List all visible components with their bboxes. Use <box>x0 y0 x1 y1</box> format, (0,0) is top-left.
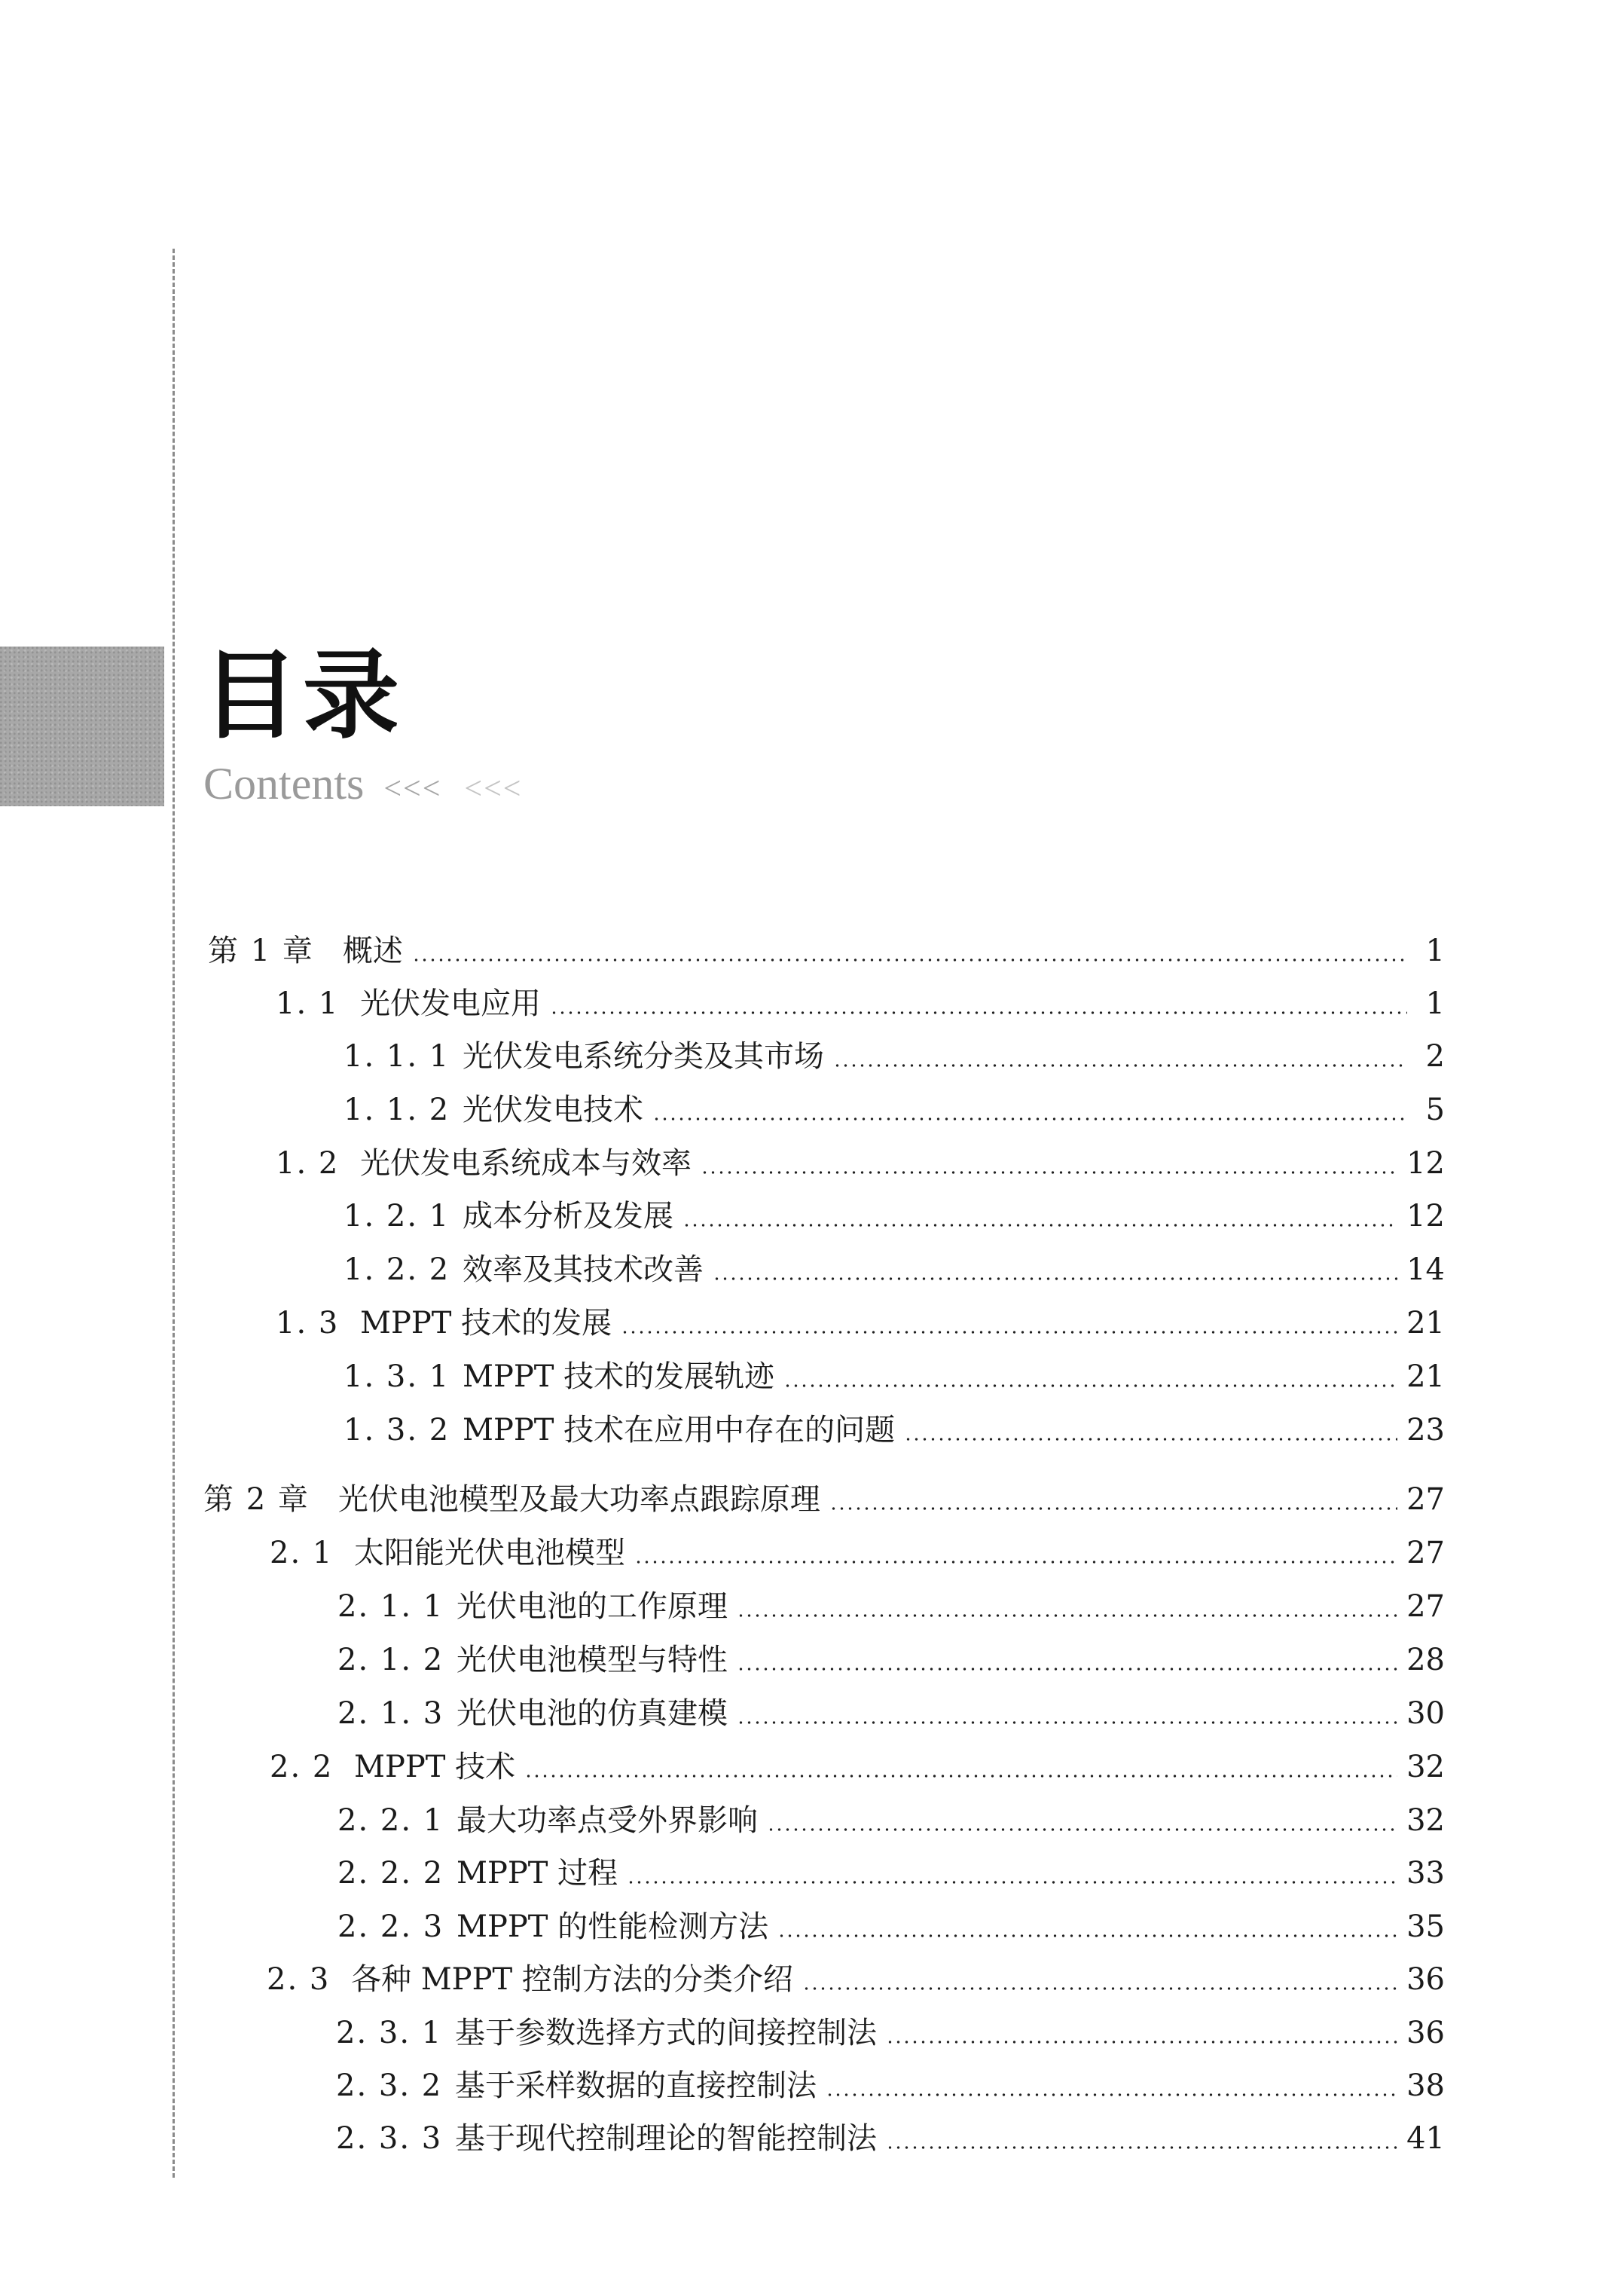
toc-number: 2. 3. 3 <box>336 2121 443 2154</box>
toc-entry-subsection[interactable] <box>344 1078 1445 1125</box>
toc-number: 1. 1 <box>276 986 340 1019</box>
toc-entry-section[interactable] <box>267 1948 1445 1995</box>
toc-number: 第 1 章 <box>208 934 314 966</box>
dot-leader <box>627 1881 1397 1884</box>
toc-entry-subsection[interactable] <box>337 1842 1445 1888</box>
toc-label: MPPT 技术在应用中存在的问题 <box>463 1413 896 1445</box>
dot-leader <box>713 1277 1397 1280</box>
dot-leader <box>550 1011 1407 1014</box>
toc-page: 1 <box>1425 934 1445 966</box>
toc-number: 2. 3 <box>267 1962 331 1995</box>
page-title: 目录 <box>202 640 405 752</box>
toc-entry-subsection[interactable] <box>336 2054 1445 2101</box>
toc-page: 36 <box>1406 2016 1445 2048</box>
page-subtitle <box>203 759 523 809</box>
dot-leader <box>783 1384 1397 1387</box>
margin-dashed-rule <box>173 249 175 2178</box>
toc-label: 基于现代控制理论的智能控制法 <box>455 2121 877 2154</box>
toc-label: 光伏电池的仿真建模 <box>457 1696 728 1729</box>
toc-label: 光伏电池模型及最大功率点跟踪原理 <box>337 1482 820 1515</box>
toc-page: 30 <box>1406 1696 1445 1729</box>
toc-number: 1. 3. 1 <box>344 1359 450 1392</box>
dot-leader <box>737 1614 1397 1617</box>
toc-number: 2. 2 <box>270 1750 334 1782</box>
toc-page: 32 <box>1406 1803 1445 1836</box>
dot-leader <box>826 2093 1397 2096</box>
dot-leader <box>737 1668 1397 1671</box>
toc-label: 基于参数选择方式的间接控制法 <box>455 2016 877 2048</box>
toc-entry-subsection[interactable] <box>336 2001 1445 2048</box>
toc-page: 27 <box>1406 1536 1445 1568</box>
toc-page: 23 <box>1406 1413 1445 1445</box>
toc-label: 太阳能光伏电池模型 <box>354 1536 625 1568</box>
toc-page: 12 <box>1406 1199 1445 1231</box>
toc-entry-section[interactable] <box>270 1521 1445 1568</box>
toc-label: 效率及其技术改善 <box>463 1252 704 1285</box>
toc-number: 2. 1 <box>270 1536 334 1568</box>
toc-label: 光伏电池的工作原理 <box>457 1589 728 1622</box>
toc-number: 1. 2. 1 <box>344 1199 450 1231</box>
toc-page: 35 <box>1406 1909 1445 1942</box>
toc-page: 21 <box>1406 1306 1445 1338</box>
toc-number: 2. 1. 1 <box>337 1589 444 1622</box>
toc-entry-subsection[interactable] <box>344 1185 1445 1231</box>
toc-number: 2. 1. 2 <box>337 1643 444 1675</box>
toc-page: 21 <box>1406 1359 1445 1392</box>
toc-label: 光伏发电应用 <box>360 986 541 1019</box>
toc-label: MPPT 过程 <box>457 1856 618 1888</box>
toc-label: MPPT 技术 <box>354 1750 516 1782</box>
toc-page: 27 <box>1406 1589 1445 1622</box>
arrows-decoration-1: <<< <box>383 772 442 806</box>
toc-entry-subsection[interactable] <box>344 1399 1445 1445</box>
toc-label: 光伏发电系统分类及其市场 <box>463 1039 824 1072</box>
toc-entry-section[interactable] <box>270 1735 1445 1782</box>
toc-label: 基于采样数据的直接控制法 <box>455 2068 817 2101</box>
dot-leader <box>634 1561 1397 1564</box>
toc-page: 38 <box>1406 2068 1445 2101</box>
toc-number: 1. 2 <box>276 1146 340 1179</box>
dot-leader <box>904 1438 1397 1441</box>
toc-number: 1. 3 <box>276 1306 340 1338</box>
toc-number: 2. 3. 1 <box>336 2016 443 2048</box>
decorative-gray-block <box>0 647 164 806</box>
toc-label: MPPT 技术的发展轨迹 <box>463 1359 775 1392</box>
toc-page: 28 <box>1406 1643 1445 1675</box>
toc-label: 概述 <box>342 934 403 966</box>
toc-entry-subsection[interactable] <box>337 1895 1445 1942</box>
toc-entry-subsection[interactable] <box>337 1628 1445 1675</box>
toc-label: 成本分析及发展 <box>463 1199 673 1231</box>
dot-leader <box>621 1331 1397 1334</box>
toc-number: 1. 1. 2 <box>344 1093 450 1125</box>
toc-label: 光伏发电系统成本与效率 <box>360 1146 692 1179</box>
toc-entry-subsection[interactable] <box>336 2107 1445 2154</box>
toc-label: MPPT 的性能检测方法 <box>457 1909 769 1942</box>
dot-leader <box>886 2041 1397 2044</box>
toc-label: 光伏发电技术 <box>463 1093 643 1125</box>
toc-number: 第 2 章 <box>203 1482 310 1515</box>
toc-page: 32 <box>1406 1750 1445 1782</box>
toc-entry-section[interactable] <box>276 972 1445 1019</box>
toc-entry-section[interactable] <box>276 1132 1445 1179</box>
toc-entry-chapter[interactable] <box>203 1468 1445 1515</box>
dot-leader <box>701 1171 1397 1174</box>
dot-leader <box>829 1507 1397 1510</box>
toc-entry-subsection[interactable] <box>344 1238 1445 1285</box>
toc-page: 27 <box>1406 1482 1445 1515</box>
toc-number: 2. 2. 2 <box>337 1856 444 1888</box>
toc-page: 33 <box>1406 1856 1445 1888</box>
toc-entry-chapter[interactable] <box>208 919 1445 966</box>
dot-leader <box>682 1224 1397 1227</box>
toc-entry-subsection[interactable] <box>337 1682 1445 1729</box>
dot-leader <box>412 958 1407 962</box>
toc-label: 各种 MPPT 控制方法的分类介绍 <box>351 1962 793 1995</box>
toc-number: 2. 2. 3 <box>337 1909 444 1942</box>
toc-page: 5 <box>1425 1093 1445 1125</box>
dot-leader <box>524 1775 1397 1778</box>
toc-number: 1. 2. 2 <box>344 1252 450 1285</box>
dot-leader <box>886 2146 1397 2149</box>
toc-entry-subsection[interactable] <box>337 1789 1445 1836</box>
toc-label: 最大功率点受外界影响 <box>457 1803 758 1836</box>
toc-entry-subsection[interactable] <box>344 1345 1445 1392</box>
toc-label: 光伏电池模型与特性 <box>457 1643 728 1675</box>
subtitle-text: Contents <box>203 759 365 809</box>
toc-entry-subsection[interactable] <box>337 1575 1445 1622</box>
toc-label: MPPT 技术的发展 <box>360 1306 612 1338</box>
toc-page: 41 <box>1406 2121 1445 2154</box>
toc-entry-subsection[interactable] <box>344 1025 1445 1072</box>
toc-number: 2. 1. 3 <box>337 1696 444 1729</box>
toc-number: 2. 2. 1 <box>337 1803 444 1836</box>
toc-page: 2 <box>1425 1039 1445 1072</box>
arrows-decoration-2: <<< <box>464 772 523 806</box>
toc-number: 2. 3. 2 <box>336 2068 443 2101</box>
toc-page: 1 <box>1425 986 1445 1019</box>
dot-leader <box>802 1987 1397 1990</box>
toc-number: 1. 1. 1 <box>344 1039 450 1072</box>
toc-page: 12 <box>1406 1146 1445 1179</box>
dot-leader <box>737 1721 1397 1724</box>
dot-leader <box>833 1064 1407 1067</box>
toc-page: 14 <box>1406 1252 1445 1285</box>
dot-leader <box>652 1117 1407 1120</box>
dot-leader <box>777 1934 1397 1937</box>
toc-number: 1. 3. 2 <box>344 1413 450 1445</box>
dot-leader <box>767 1828 1397 1831</box>
toc-page: 36 <box>1406 1962 1445 1995</box>
toc-entry-section[interactable] <box>276 1292 1445 1338</box>
